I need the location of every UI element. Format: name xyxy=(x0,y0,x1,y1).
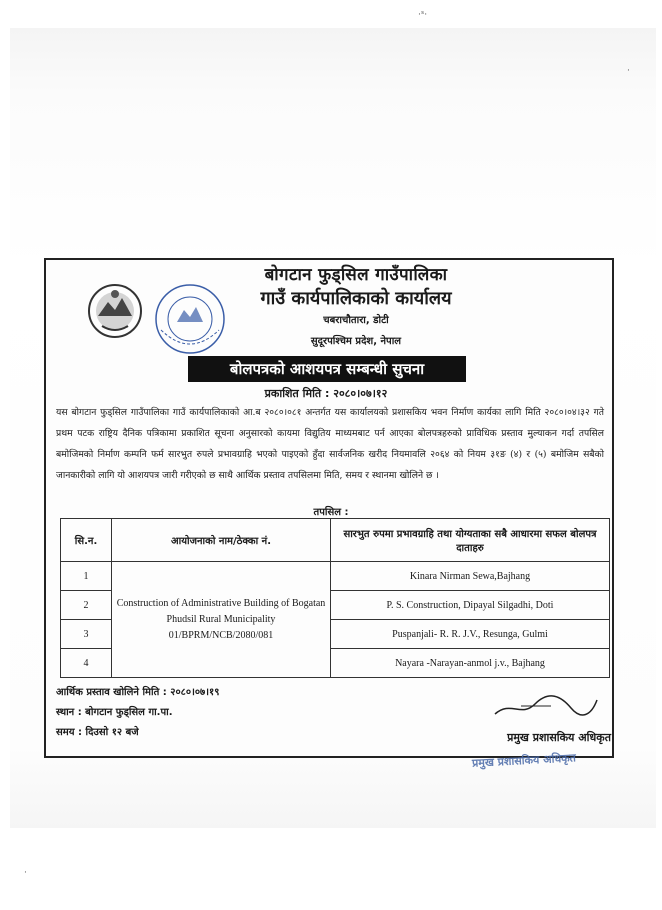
tapsil-label: तपसिल : xyxy=(313,507,349,518)
office-subtitle: गाउँ कार्यपालिकाको कार्यालय xyxy=(260,288,452,309)
header-project: आयोजनाको नाम/ठेक्का नं. xyxy=(112,519,331,562)
signature-icon xyxy=(491,692,601,722)
project-name: Construction of Administrative Building of Bogatan Phudsil Rural Municipality 01/BPRM/NCB/2080/081 xyxy=(112,562,331,678)
bidders-table xyxy=(60,518,610,678)
notice-box xyxy=(44,258,614,758)
header-bidders: सारभुत रुपमा प्रभावग्राहि तथा योग्यताका सबै आधारमा सफल बोलपत्र दाताहरु xyxy=(331,519,610,562)
bidder-name: P. S. Construction, Dipayal Silgadhi, Doti xyxy=(331,591,610,620)
table-header-row xyxy=(61,519,610,562)
row-sn: 4 xyxy=(61,649,112,678)
nepal-emblem-icon xyxy=(86,282,144,340)
table-row xyxy=(61,562,610,591)
opening-time: समय : दिउसो १२ बजे xyxy=(56,727,139,738)
header-sn: सि.न. xyxy=(61,519,112,562)
office-address: चबराचौतारा, डोटी xyxy=(323,315,389,326)
scan-speck: · xyxy=(24,868,27,878)
row-sn: 2 xyxy=(61,591,112,620)
office-name: बोगटान फुड्सिल गाउँपालिका xyxy=(264,265,448,285)
scan-speck: · xyxy=(627,66,630,76)
opening-place: स्थान : बोगटान फुड्सिल गा.पा. xyxy=(56,707,173,718)
bidder-name: Puspanjali- R. R. J.V., Resunga, Gulmi xyxy=(331,620,610,649)
officer-title: प्रमुख प्रशासकिय अधिकृत xyxy=(507,731,611,744)
row-sn: 3 xyxy=(61,620,112,649)
bidder-name: Kinara Nirman Sewa,Bajhang xyxy=(331,562,610,591)
opening-date: आर्थिक प्रस्ताव खोलिने मिति : २०८०।०७।१९ xyxy=(56,687,220,698)
notice-body: यस बोगटान फुड्सिल गाउँपालिका गाउँ कार्यपालिकाको आ.ब २०८०।०८१ अन्तर्गत यस कार्यालयको प्रशासकिय भवन निर्माण कार्यका लागि मिति २०८०।०४।३२ गते प्रथम पटक राष्ट्रिय दैनिक पत्रिकामा प्रकाशित सूचना अनुसारको कायमा विद्युतिय माध्यमबाट पर्न आएका बोलपत्रहरुको प्राविधिक प्रस्ताव मुल्याकन गर्दा तपसिल बमोजिमको निर्माण कम्पनि फर्म सारभुत रुपले प्रभावग्राहि भएको पाइएको हुँदा सार्वजनिक खरीद नियमावलि २०६४ को नियम ३१ङ (४) र (५) बमोजिम सबैको जानकारीको लागि यो आशयपत्र जारी गरीएको छ साथै आर्थिक प्रस्ताव तपसिलमा मिति, समय र स्थानमा खोलिने छ । xyxy=(56,407,604,481)
scan-speck: ·ˢ· xyxy=(418,10,428,20)
row-sn: 1 xyxy=(61,562,112,591)
office-province: सुदूरपश्चिम प्रदेश, नेपाल xyxy=(310,336,402,347)
bidder-name: Nayara -Narayan-anmol j.v., Bajhang xyxy=(331,649,610,678)
published-date: प्रकाशित मिति : २०८०।०७।१२ xyxy=(264,387,388,400)
notice-title: बोलपत्रको आशयपत्र सम्बन्धी सुचना xyxy=(188,356,466,382)
officer-stamp: प्रमुख प्रशासकिय अधिकृत xyxy=(471,751,577,770)
